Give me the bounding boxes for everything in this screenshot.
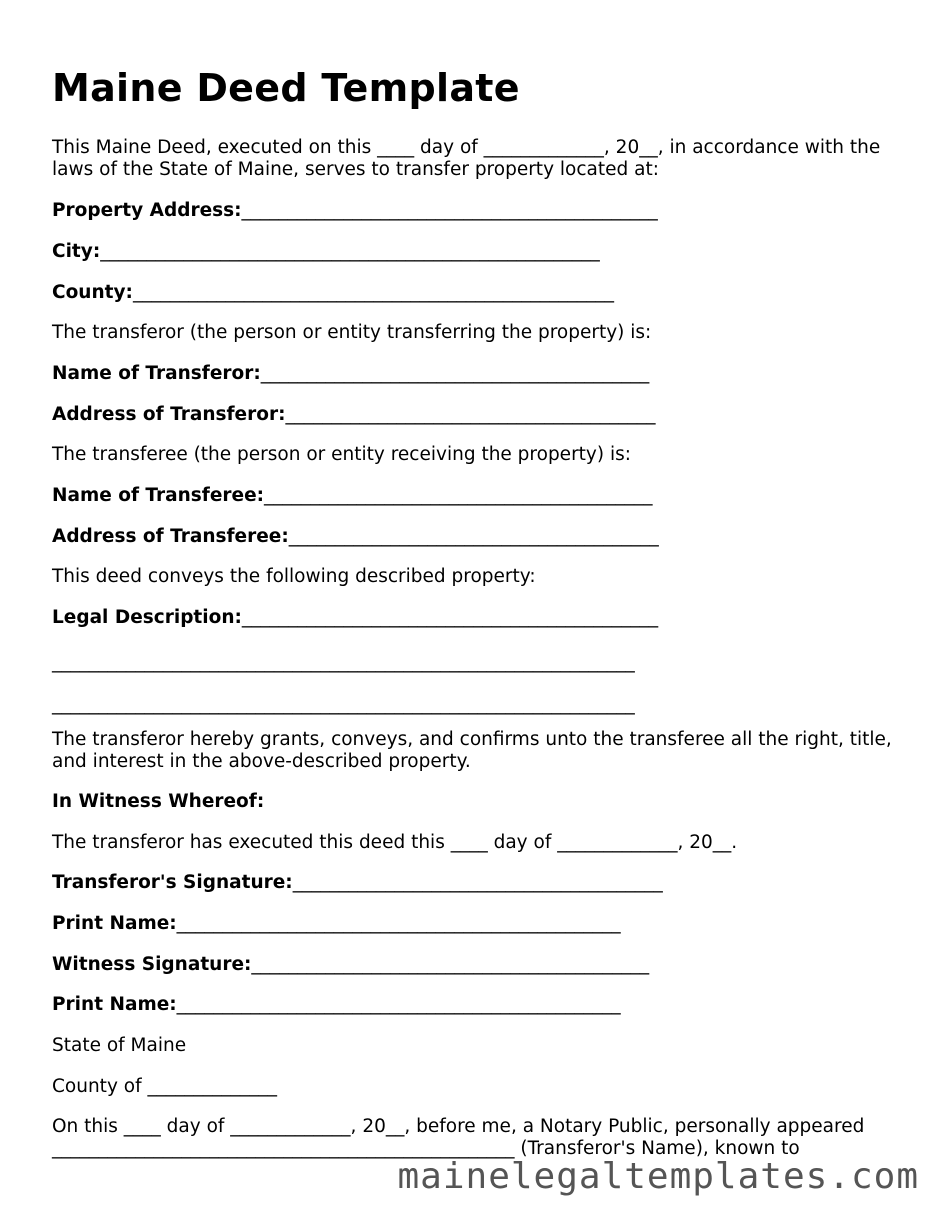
print-name-field-1 — [52, 913, 621, 935]
property-address-field — [52, 200, 658, 222]
legal-description-field — [52, 607, 658, 629]
executed-text: The transferor has executed this deed this ____ day of _____________, 20__. — [52, 832, 738, 853]
notary-line-1: On this ____ day of _____________, 20__, before me, a Notary Public, personally appeared — [52, 1116, 865, 1137]
county-of-line: County of ______________ — [52, 1076, 277, 1097]
transferor-name-field — [52, 363, 649, 385]
city-blank: ______________________________________________________ — [100, 241, 600, 262]
transferor-signature-field — [52, 872, 663, 894]
transferor-signature-label: Transferor's Signature: — [52, 872, 293, 893]
witness-heading: In Witness Whereof: — [52, 791, 265, 812]
transferee-address-label: Address of Transferee: — [52, 526, 289, 547]
county-blank: ____________________________________________________ — [132, 282, 614, 303]
document-title: Maine Deed Template — [52, 66, 520, 110]
legal-description-blank: _____________________________________________ — [241, 607, 659, 628]
witness-signature-blank: ___________________________________________ — [251, 954, 650, 975]
transferee-address-blank: ________________________________________ — [288, 526, 659, 547]
transferor-address-field — [52, 404, 655, 426]
print-name-label-1: Print Name: — [52, 913, 177, 934]
transferee-name-label: Name of Transferee: — [52, 485, 265, 506]
print-name-blank-1: ________________________________________________ — [176, 913, 621, 934]
witness-signature-label: Witness Signature: — [52, 954, 252, 975]
transferor-intro: The transferor (the person or entity transferring the property) is: — [52, 322, 652, 343]
notary-line-2: __________________________________________________ (Transferor's Name), known to — [52, 1138, 800, 1159]
transferee-name-blank: __________________________________________ — [264, 485, 653, 506]
county-label: County: — [52, 282, 133, 303]
conveys-intro: This deed conveys the following described property: — [52, 566, 536, 587]
grant-clause: The transferor hereby grants, conveys, and confirms unto the transferee all the right, title, and interest in the above-described property. — [52, 729, 892, 772]
transferor-name-label: Name of Transferor: — [52, 363, 261, 384]
transferee-address-field — [52, 526, 659, 548]
transferor-signature-blank: ________________________________________ — [292, 872, 663, 893]
city-field — [52, 241, 600, 263]
state-line: State of Maine — [52, 1035, 187, 1056]
transferee-name-field — [52, 485, 653, 507]
property-address-label: Property Address: — [52, 200, 242, 221]
transferee-intro: The transferee (the person or entity receiving the property) is: — [52, 444, 631, 465]
transferor-address-blank: ________________________________________ — [285, 404, 656, 425]
legal-description-line-2: _______________________________________________________________ — [52, 652, 635, 673]
transferor-address-label: Address of Transferor: — [52, 404, 286, 425]
print-name-blank-2: ________________________________________________ — [176, 994, 621, 1015]
print-name-field-2 — [52, 994, 621, 1016]
property-address-blank: _____________________________________________ — [241, 200, 658, 221]
legal-description-line-3: _______________________________________________________________ — [52, 694, 635, 715]
intro-paragraph: This Maine Deed, executed on this ____ day of _____________, 20__, in accordance with the laws of the State of Maine, serves to transfer property located at: — [52, 137, 881, 180]
transferor-name-blank: __________________________________________ — [260, 363, 650, 384]
witness-signature-field — [52, 954, 649, 976]
site-watermark: mainelegaltemplates.com — [397, 1156, 919, 1197]
city-label: City: — [52, 241, 101, 262]
print-name-label-2: Print Name: — [52, 994, 177, 1015]
legal-description-label: Legal Description: — [52, 607, 242, 628]
county-field — [52, 282, 614, 304]
